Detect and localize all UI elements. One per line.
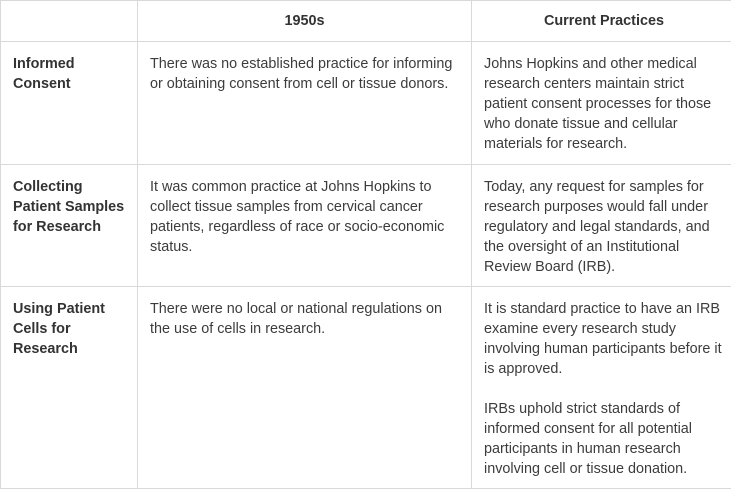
header-current-practices: Current Practices [472,1,731,42]
table-row [1,165,731,287]
corner-header-cell [1,1,138,42]
row-label-using-cells: Using Patient Cells for Research [1,287,138,489]
table-row [1,287,731,489]
cell-current [472,165,731,287]
cell-current [472,287,731,489]
current-paragraph: It is standard practice to have an IRB examine every research study involving human participants before it is approved. [484,299,724,379]
cell-1950s: There was no established practice for informing or obtaining consent from cell or tissue donors. [138,42,472,165]
cell-current [472,42,731,165]
cell-1950s: It was common practice at Johns Hopkins to collect tissue samples from cervical cancer patients, regardless of race or socio-economic status. [138,165,472,287]
current-paragraph: Today, any request for samples for research purposes would fall under regulatory and legal standards, and the oversight of an Institutional Review Board (IRB). [484,177,724,277]
row-label-informed-consent: Informed Consent [1,42,138,165]
row-label-collecting-samples: Collecting Patient Samples for Research [1,165,138,287]
table-row [1,42,731,165]
current-paragraph: IRBs uphold strict standards of informed consent for all potential participants in human research involving cell or tissue donation. [484,399,724,479]
cell-1950s: There were no local or national regulations on the use of cells in research. [138,287,472,489]
header-1950s: 1950s [138,1,472,42]
current-paragraph: Johns Hopkins and other medical research centers maintain strict patient consent processes for those who donate tissue and cellular materials for research. [484,54,724,154]
header-row [1,1,731,42]
